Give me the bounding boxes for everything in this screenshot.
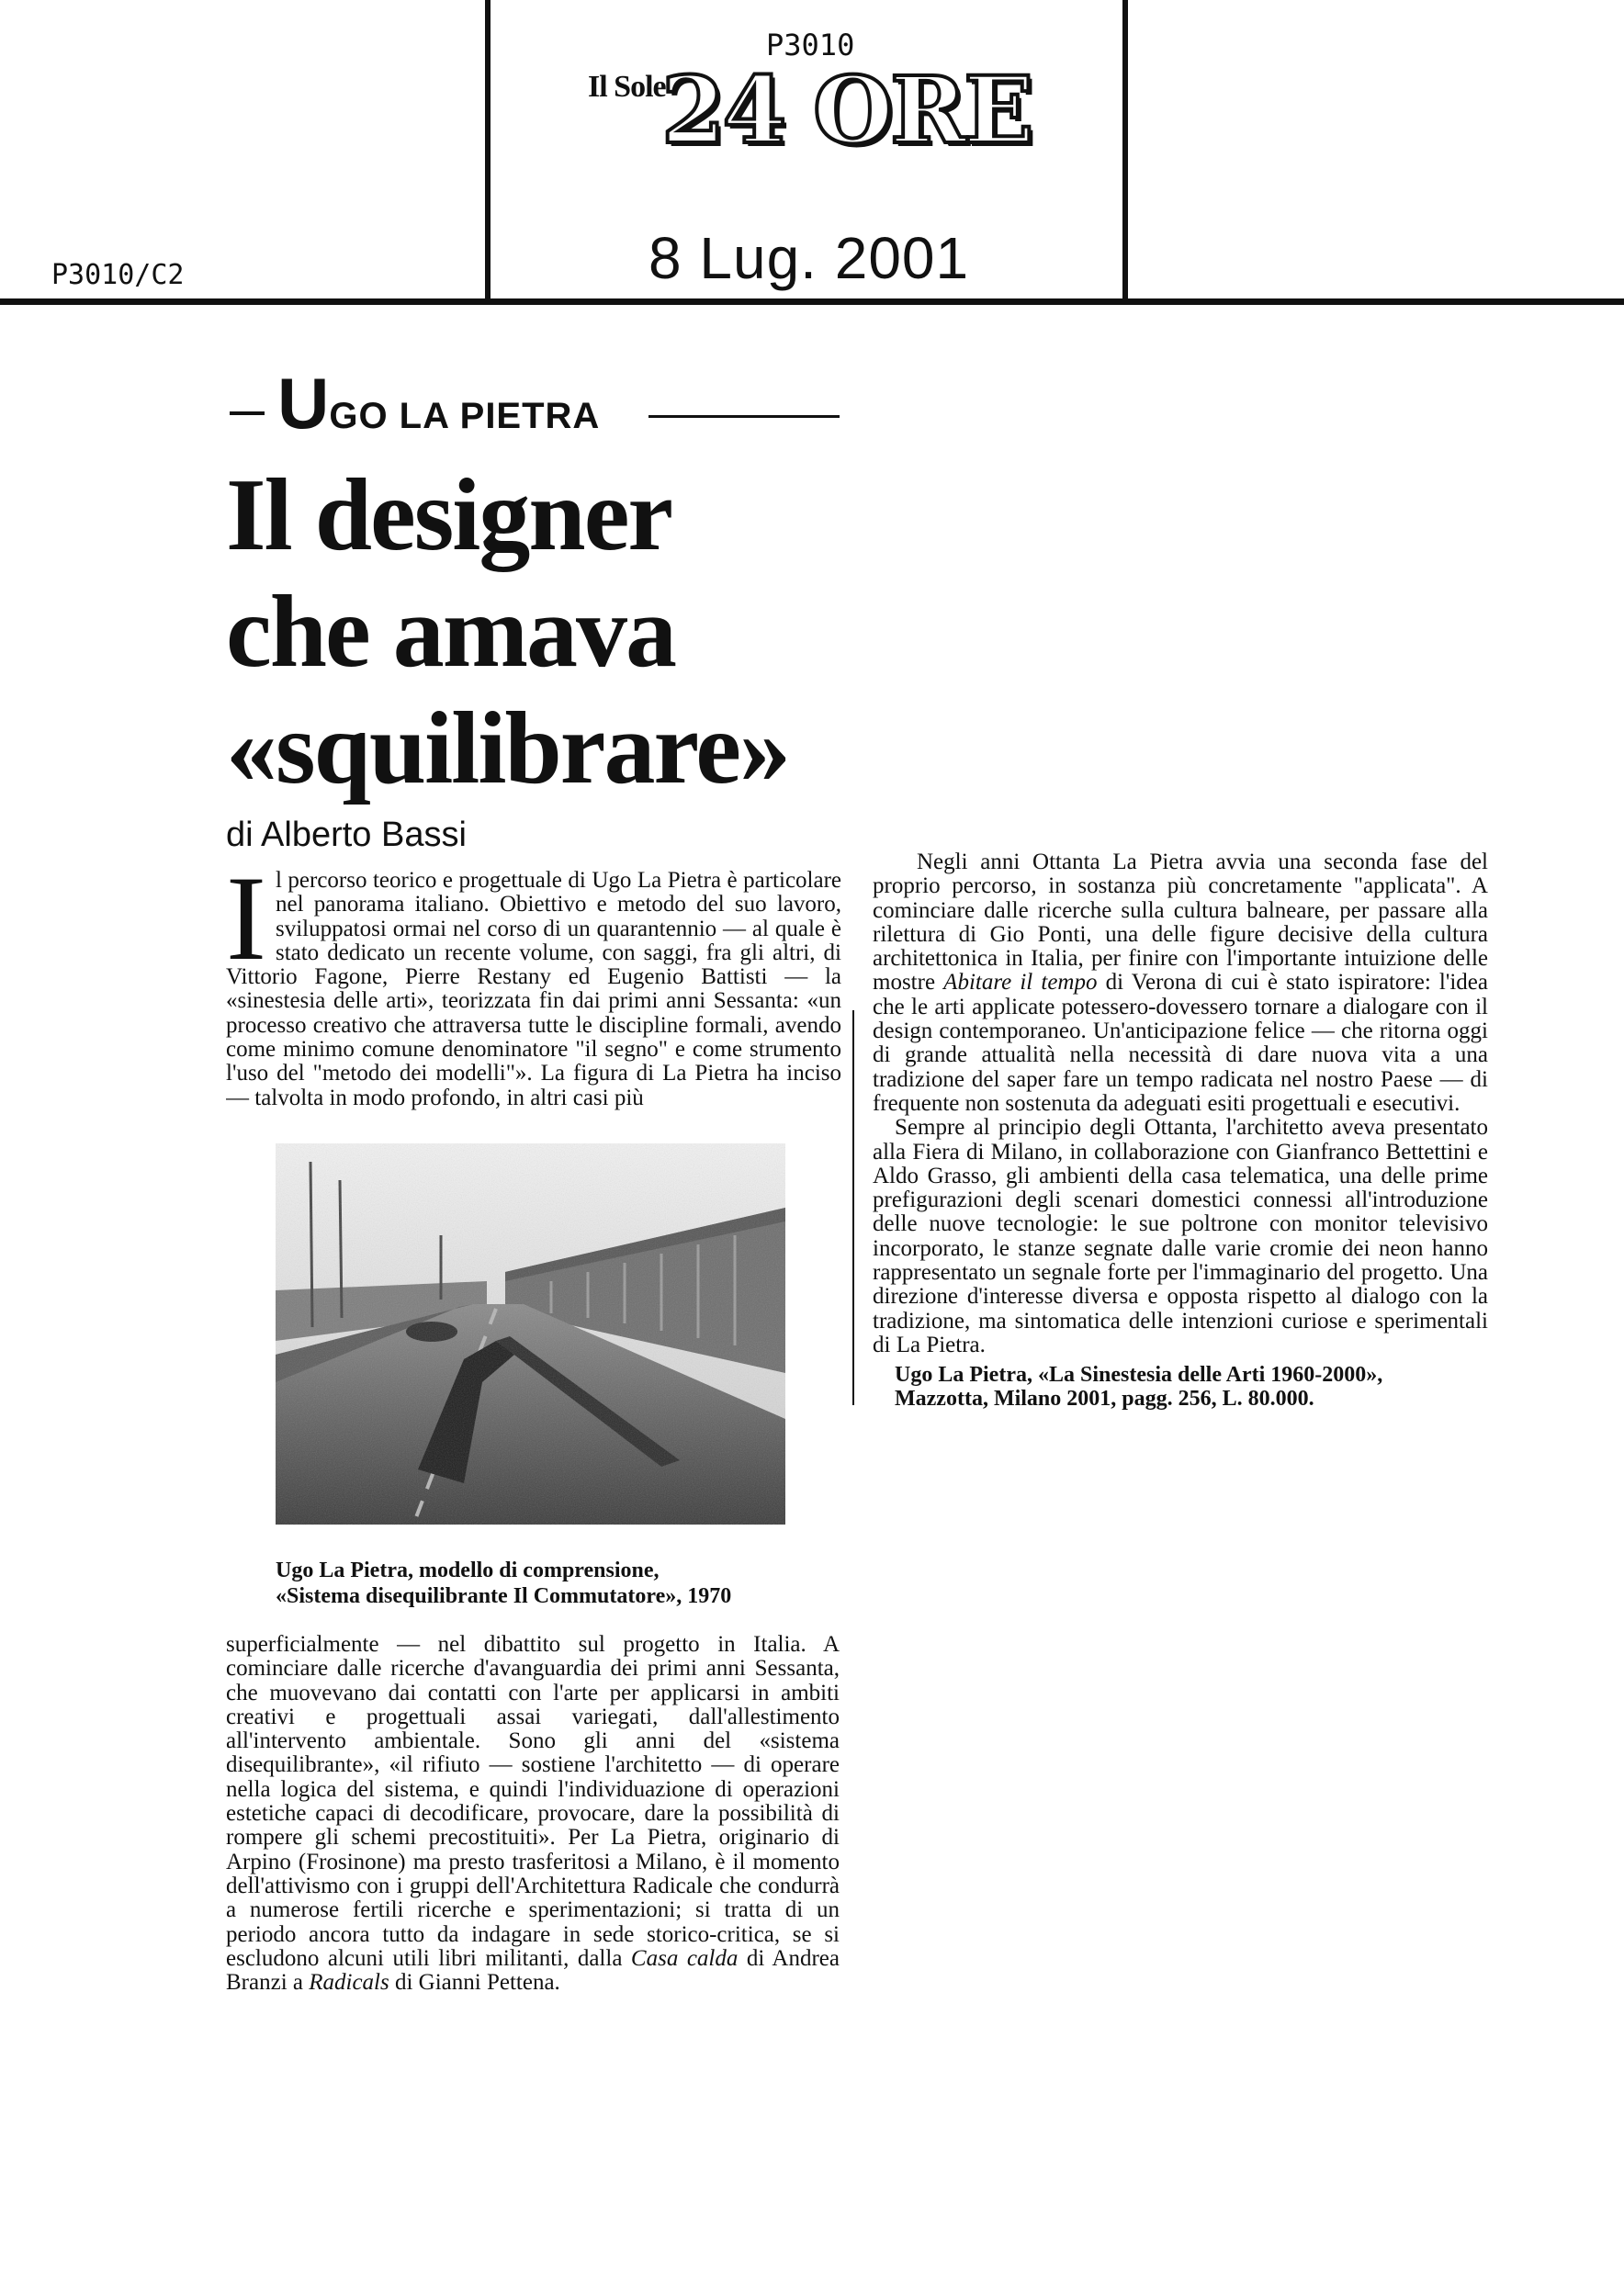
book-credit [873, 1363, 1488, 1411]
road-photo-illustration [276, 1143, 785, 1525]
caption-line: Ugo La Pietra, modello di comprensione, [276, 1559, 660, 1582]
kicker [277, 363, 601, 444]
kicker-left-bar [230, 411, 265, 415]
kicker-right-bar [648, 415, 840, 418]
kicker-text: GO LA PIETRA [329, 396, 601, 436]
header-left-divider [485, 0, 491, 303]
book-credit-line: Ugo La Pietra, «La Sinestesia delle Arti 1960-2000», [895, 1363, 1383, 1388]
column-2-paragraph: Sempre al principio degli Ottanta, l'architetto aveva presentato alla Fiera di Milano, in collaborazione con Gianfranco Bettettini e Aldo Grasso, gli ambienti della casa telematica, una delle prime prefigurazioni degli scenari domestici connessi all'introduzione delle nuove tecnologie: le sue poltrone con monitor televisivo incorporato, le stanze segnate dalle varie cromie dei neon hanno rappresentato un segnale forte per l'immaginario del progetto. Una direzione d'interesse diversa e opposta rispetto al dialogo con la tradizione, ma sintomatica delle intenzioni curiose e sperimentali di La Pietra. [873, 1115, 1488, 1357]
column-1-body: l percorso teorico e progettuale di Ugo La Pietra è particolare nel panorama italiano. Obiettivo e metodo del suo lavoro, sviluppatosi ormai nel corso di un quarantennio — al quale è stato dedicato un recente volume, con saggi, fra gli altri, di Vittorio Fagone, Pierre Restany ed Eugenio Battisti — la «sinestesia delle arti», teorizzata fin dai primi anni Sessanta: «un processo creativo che attraversa tutte le discipline formali, avendo come minimo comune denominatore "il segno" e come strumento l'uso del "metodo dei modelli"». La figura di La Pietra ha inciso — talvolta in modo profondo, in altri casi più [226, 869, 841, 1110]
column-2-text [873, 850, 1488, 1411]
headline-line: «squilibrare» [226, 692, 789, 805]
caption-line: «Sistema disequilibrante Il Commutatore», 1970 [276, 1584, 732, 1608]
book-credit-line: Mazzotta, Milano 2001, pagg. 256, L. 80.000. [895, 1387, 1314, 1412]
column-1-continued [226, 1633, 840, 1995]
header-right-divider [1122, 0, 1128, 303]
book-title-radicals: Radicals [309, 1970, 389, 1996]
headline-line: Il designer [226, 458, 672, 572]
column-2-p1-b: di Verona di cui è stato ispiratore: l'idea che le arti applicate potessero-dovessero tornare a dialogare con il design contemporaneo. Un'anticipazione felice — che ritorna oggi di grande attualità nella necessità di dare nuova vita a una tradizione del saper fare un tempo radicata nel nostro Paese — di frequente non sostenuta da adeguati esiti progettuali e esecutivi. [873, 970, 1488, 1116]
headline-line: che amava [226, 575, 676, 689]
page-code: P3010/C2 [51, 259, 185, 291]
column-1-continued-mid: di Andrea Branzi a [226, 1945, 840, 1996]
article-photo [276, 1143, 785, 1525]
archive-code: P3010 [766, 28, 855, 62]
drop-cap: I [226, 869, 266, 985]
masthead-logo [588, 57, 1038, 176]
byline: di Alberto Bassi [226, 816, 467, 854]
book-title-casa-calda: Casa calda [630, 1945, 739, 1971]
column-1-text [226, 869, 841, 1144]
headline [226, 457, 1053, 807]
column-2-side-rule [852, 1010, 854, 1405]
column-1-continued-end: di Gianni Pettena. [389, 1970, 560, 1996]
header-bottom-rule [0, 298, 1624, 305]
publication-date: 8 Lug. 2001 [648, 225, 970, 291]
masthead-small: Il Sole [588, 70, 666, 104]
photo-caption [276, 1558, 827, 1609]
exhibition-title: Abitare il tempo [943, 970, 1098, 996]
column-1-continued-body: superficialmente — nel dibattito sul progetto in Italia. A cominciare dalle ricerche d'avanguardia dei primi anni Sessanta, che muovevano dai contatti con l'arte per applicarsi in ambiti creativi e progettuali assai variegati, dall'allestimento all'intervento ambientale. Sono gli anni del «sistema disequilibrante», «il rifiuto — sostiene l'architetto — di operare nella logica del sistema, e quindi l'individuazione di operazioni estetiche capaci di decodificare, provocare, dare la possibilità di rompere gli schemi precostituiti». Per La Pietra, originario di Arpino (Frosinone) ma presto trasferitosi a Milano, è il momento dell'attivismo con i gruppi dell'Architettura Radicale che condurrà a numerose fertili ricerche e sperimentazioni; si tratta di un periodo ancora tutto da indagare in sede storico-critica, se si escludono alcuni utili libri militanti, dalla [226, 1632, 840, 1971]
column-2-p1-a: Negli anni Ottanta La Pietra avvia una seconda fase del proprio percorso, in sostanza più concretamente "applicata". A cominciare dalle ricerche sulla cultura balneare, per passare alla rilettura di Gio Ponti, una delle figure decisive della cultura architettonica in Italia, per finire con l'importante intuizione delle mostre [873, 850, 1488, 996]
kicker-initial: U [277, 363, 330, 444]
masthead-big: 24 ORE [661, 56, 1032, 164]
column-2-paragraph [873, 850, 1488, 1116]
